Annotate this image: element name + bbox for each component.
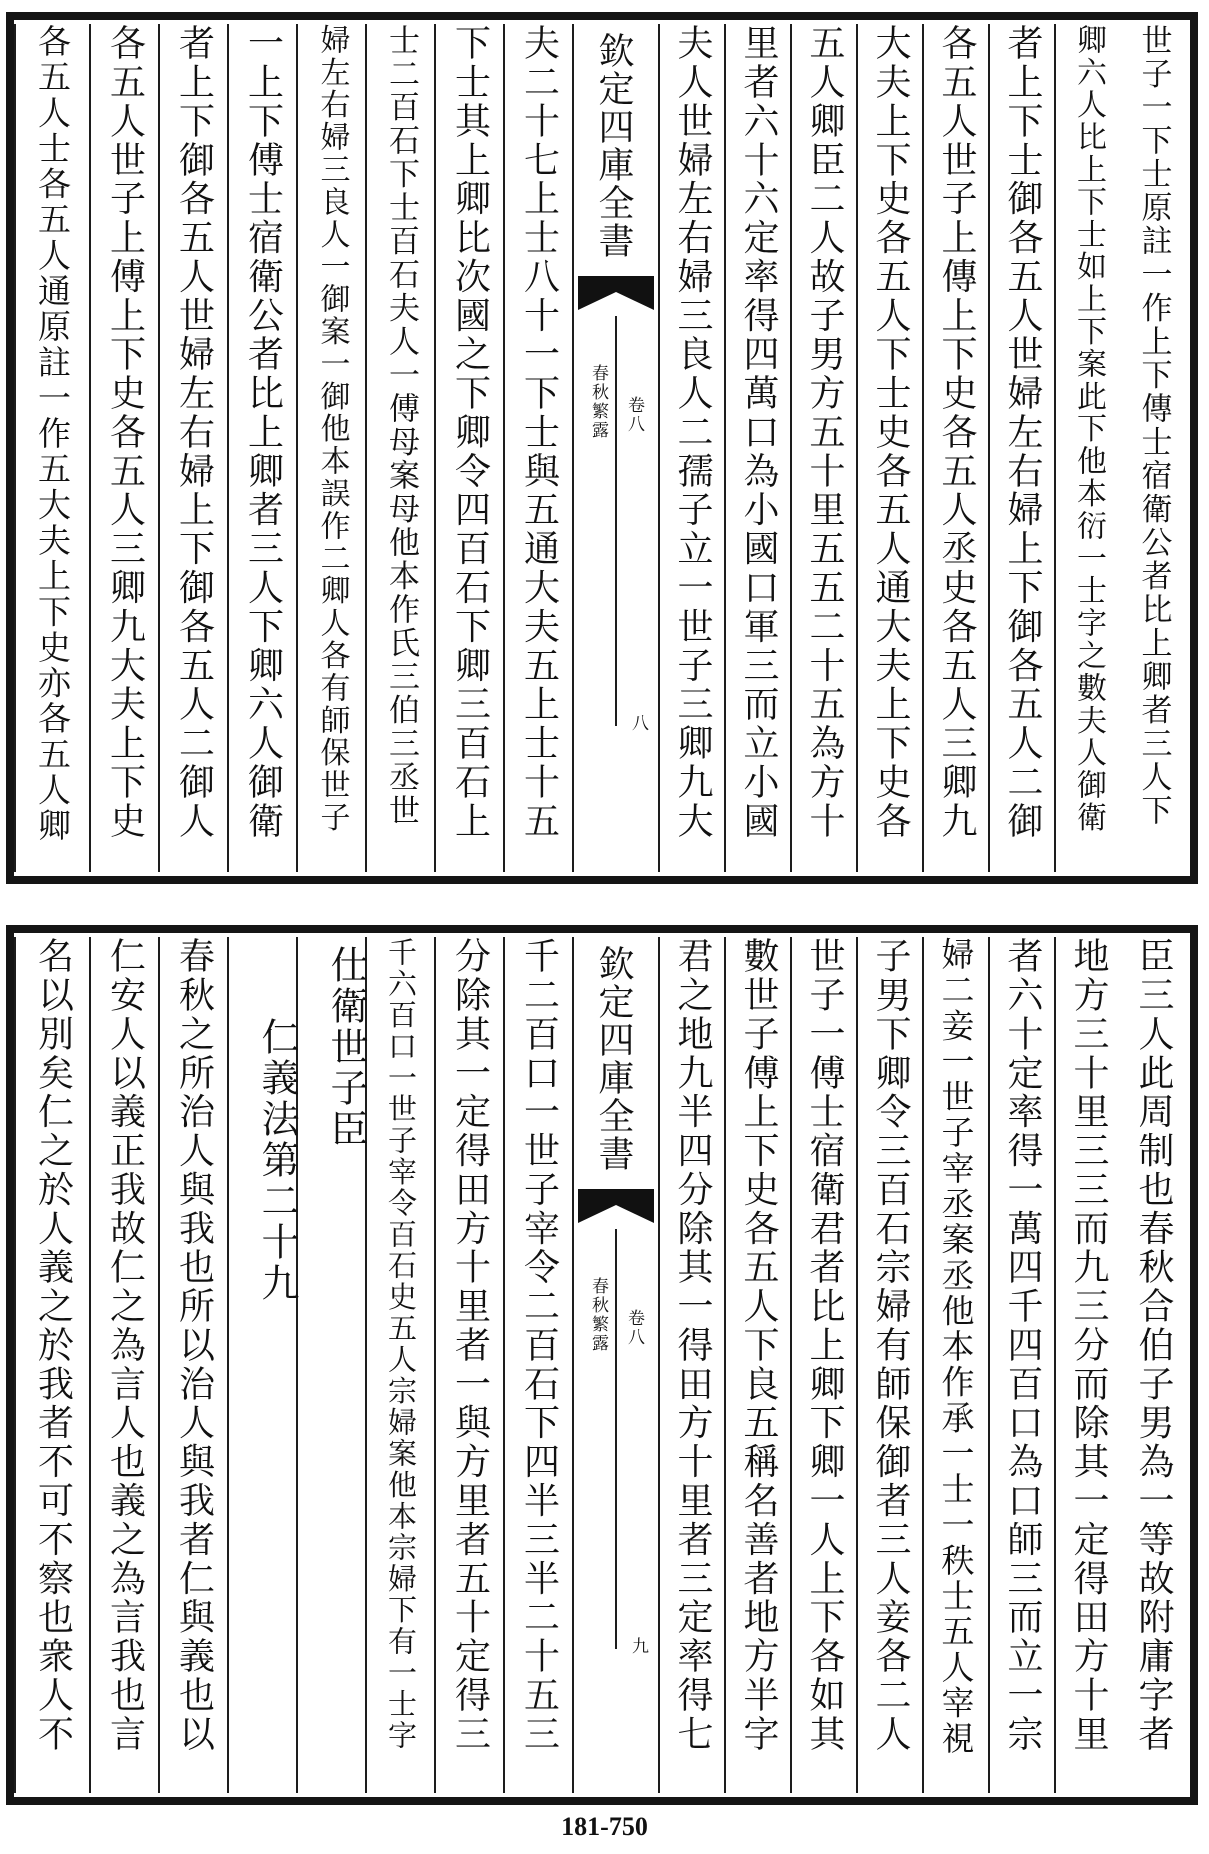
text-column [790,24,856,872]
column-text: 千二百口一世子宰令二百石下四半三半二十五三 [518,937,560,1754]
column-text: 五人卿臣二人故子男方五十里五五二十五為方十 [804,24,845,841]
top-page [6,12,1198,884]
text-column [922,24,988,872]
bottom-page [6,925,1198,1805]
text-column [365,24,434,872]
text-column [988,937,1054,1793]
column-text: 君之地九半四分除其一得田方十里者三定率得七 [672,937,713,1754]
section-heading: 仁義法第二十九 [255,1017,299,1304]
column-text: 數世子傅上下史各五人下良五稱名善者地方半字 [738,937,779,1754]
center-fold [572,24,658,872]
column-text: 春秋之所治人與我也所以治人與我者仁與義也以 [173,937,215,1754]
text-column [296,937,368,1793]
column-text: 名以別矣仁之於人義之於我者不可不察也衆人不 [32,937,74,1754]
text-column [724,937,790,1793]
column-text: 各五人世子上傳上下史各五人丞史各五人三卿九 [936,24,977,841]
page-number: 181-750 [561,1812,648,1841]
text-column [724,24,790,872]
text-column [658,937,724,1793]
text-column [1120,937,1186,1793]
text-column [658,24,724,872]
center-title: 欽定四庫全書 [593,32,634,260]
text-column [856,937,922,1793]
column-text: 下士其上卿比次國之下卿令四百石下卿三百石上 [449,24,491,841]
section-heading-column [227,937,299,1793]
center-leaf-number: 九 [628,1637,648,1654]
center-book-title: 春秋繁露 [588,1277,608,1353]
text-column [922,937,988,1793]
text-column [227,24,296,872]
column-text: 里者六十六定率得四萬口為小國口軍三而立小國 [738,24,779,841]
column-text: 士二百石下士百石夫人一傅母案母他本作氏三伯三丞世 [383,24,419,828]
text-column [296,24,365,872]
center-rule [615,1229,617,1649]
column-text: 各五人世子上傅上下史各五人三卿九大夫上下史 [104,24,146,841]
center-leaf-number: 八 [628,714,648,731]
column-text: 夫人世婦左右婦三良人二孺子立一世子三卿九大 [672,24,713,841]
column-text: 卿六人比上下士如上下案此下他本衍一士字之數夫人御衛 [1071,24,1106,834]
text-column [1120,24,1186,872]
text-column [1054,24,1120,872]
column-text: 婦二妾一世子宰丞案丞他本作承一士一秩士五人宰視 [936,937,976,1757]
column-text: 臣三人此周制也春秋合伯子男為一等故附庸字者 [1133,937,1174,1754]
text-column [434,937,503,1793]
column-text: 夫二十七上士八十一下士與五通大夫五上士十五 [518,24,560,841]
fish-tail-icon [578,276,654,314]
text-column [89,24,158,872]
column-text: 千六百口一世子宰令百石史五人宗婦案他本宗婦下有一士字 [384,937,418,1752]
text-column [365,937,434,1793]
text-column [790,937,856,1793]
column-text: 地方三十里三三而九三分而除其一定得田方十里 [1068,937,1109,1754]
center-book-title: 春秋繁露 [588,364,608,440]
text-column [503,937,572,1793]
column-text: 者上下士御各五人世婦左右婦上下御各五人二御 [1002,24,1043,841]
text-column [89,937,158,1793]
text-column [503,24,572,872]
text-column [158,937,227,1793]
center-rule [615,316,617,726]
fish-tail-icon [578,1189,654,1227]
center-fold [572,937,658,1793]
text-column [434,24,503,872]
column-text: 子男下卿令三百石宗婦有師保御者三人妾各二人 [870,937,911,1754]
center-volume: 卷八 [624,396,644,434]
column-text: 世子一傅士宿衛君者比上卿下卿一人上下各如其 [804,937,845,1754]
column-text: 分除其一定得田方十里者一與方里者五十定得三 [449,937,491,1754]
text-column [856,24,922,872]
text-column [14,24,89,872]
column-text: 者上下御各五人世婦左右婦上下御各五人二御人 [173,24,215,841]
center-volume: 卷八 [624,1309,644,1347]
text-column [158,24,227,872]
column-text: 各五人士各五人通原註一作五大夫上下史亦各五人卿 [33,24,72,844]
text-column [988,24,1054,872]
column-text: 仁安人以義正我故仁之為言人也義之為言我也言 [104,937,146,1754]
text-column [14,937,89,1793]
center-title: 欽定四庫全書 [593,945,634,1173]
column-text: 婦左右婦三良人一御案一御他本誤作二卿人各有師保世子 [314,24,350,834]
column-text: 一上下傅士宿衛公者比上卿者三人下卿六人御衛 [242,24,284,841]
column-text: 仕衛世子臣 [324,945,368,1150]
column-text: 者六十定率得一萬四千四百口為口師三而立一宗 [1002,937,1043,1754]
column-text: 世子一下士原註一作上下傳士宿衛公者比上卿者三人下 [1135,24,1172,828]
text-column [1054,937,1120,1793]
column-text: 大夫上下史各五人下士史各五人通大夫上下史各 [870,24,911,841]
